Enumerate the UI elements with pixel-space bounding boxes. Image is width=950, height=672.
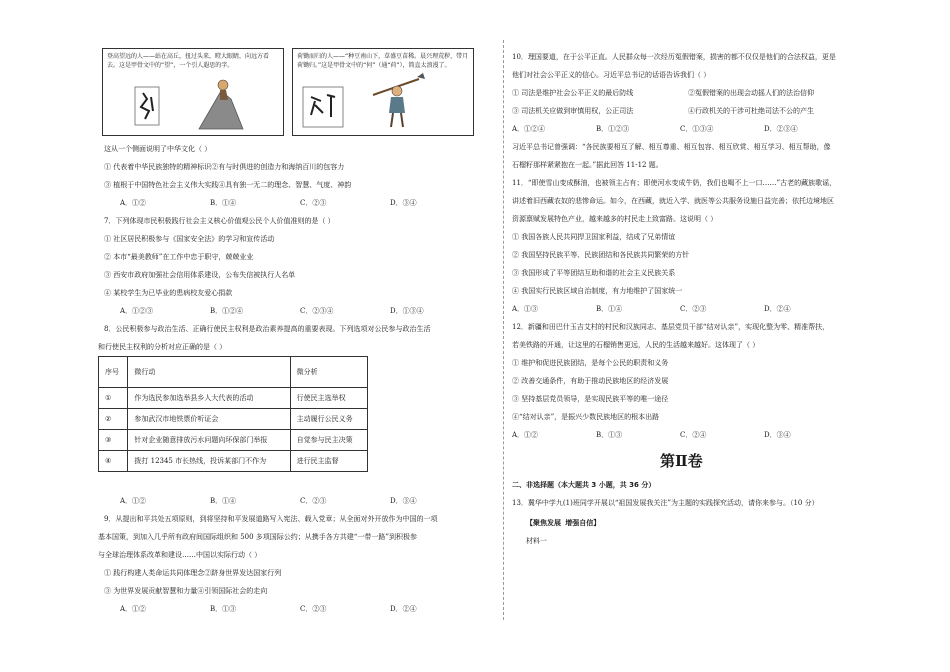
table-header-row [99, 357, 368, 388]
q7-option-line: ① 社区居民积极参与《国家安全法》的学习和宣传活动 [104, 235, 275, 243]
q12-option-line: ① 维护和促进民族团结，是每个公民的职责和义务 [512, 359, 669, 367]
comic-caption-wang: 登高望远的人——站在高丘，扭过头来，瞪大眼睛，向远方看去。这是甲骨文中的“望”，一个引人遐思的字。 [107, 53, 270, 69]
table-cell: 作为选民参加选举县乡人大代表的活动 [128, 388, 290, 409]
q7-option-line: ④ 某校学生为已毕业的患病校友爱心捐款 [104, 289, 233, 297]
q10-stem: 10．理国要道，在于公平正直。人民群众每一次经历冤假错案，损害的都不仅仅是他们的合法权益，更是 [512, 53, 836, 61]
column-divider [503, 40, 504, 620]
q9-choice-c[interactable]: C．②③ [300, 605, 327, 613]
left-column [98, 40, 496, 652]
q10-choice-a[interactable]: A．①②④ [512, 125, 546, 133]
q12-stem-cont: 若美铁路的开通，让这里的石榴销售更远，人民的生活越来越好。这体现了（ ） [512, 341, 760, 349]
q9-stem-cont: 基本国策，到加入几乎所有政府间国际组织和 500 多项国际公约；从携手各方共建“一带一路”到积极参 [98, 533, 417, 541]
q12-option-line: ③ 坚持基层党员领导，是实现民族平等的唯一途径 [512, 395, 669, 403]
q7-option-line: ③ 西安市政府加强社会信用体系建设，公布失信被执行人名单 [104, 271, 296, 279]
q13-bracket-heading: 【聚焦发展 增强自信】 [526, 519, 601, 527]
table-cell: ③ [99, 430, 128, 451]
q10-option: ① 司法是维护社会公平正义的最后防线 [512, 89, 634, 97]
q9-stem-cont: 与全球治理体系改革和建设……中国以实际行动（ ） [98, 551, 262, 559]
q9-choice-d[interactable]: D．②④ [390, 605, 417, 613]
q7-option-line: ② 本市“最美教师”在工作中忠于职守，兢兢业业 [104, 253, 254, 261]
q9-option-line: ① 践行构建人类命运共同体理念②跻身世界发达国家行列 [104, 569, 282, 577]
q12-choice-c[interactable]: C．②④ [680, 431, 707, 439]
q6-stem: 这从一个侧面说明了中华文化（ ） [104, 145, 212, 153]
q10-option: ④行政机关的干涉可杜绝司法不公的产生 [688, 107, 814, 115]
volume-two-title: 第Ⅱ卷 [660, 452, 703, 470]
q8-choice-b[interactable]: B．①④ [210, 497, 237, 505]
q11-choice-b[interactable]: B．①④ [596, 305, 623, 313]
table-cell: 自觉参与民主决策 [290, 430, 367, 451]
q7-choice-d[interactable]: D．①③④ [390, 307, 424, 315]
table-cell: 主动履行公民义务 [290, 409, 367, 430]
q8-stem-cont: 和行使民主权利的分析对应正确的是（ ） [98, 343, 227, 351]
q11-choice-a[interactable]: A．①③ [512, 305, 539, 313]
q10-choice-d[interactable]: D．②③④ [764, 125, 798, 133]
table-cell: 进行民主监督 [290, 451, 367, 472]
q10-option: ②冤假错案的出现会动摇人们的法治信仰 [688, 89, 814, 97]
intro-passage-cont: 石榴籽那样紧紧抱在一起。”据此回答 11-12 题。 [512, 161, 663, 169]
comic-caption-he: 荷锄而归的人——“种豆南山下，草盛豆苗稀。晨兴理荒秽，带月荷锄归。”这是甲骨文中的“何”（通“荷”），简直太浪漫了。 [297, 53, 469, 69]
table-header-cell: 序号 [99, 357, 128, 388]
table-cell: ④ [99, 451, 128, 472]
q9-choice-a[interactable]: A．①② [120, 605, 147, 613]
q9-option-line: ③ 为世界发展贡献智慧和力量④引领国际社会的走向 [104, 587, 268, 595]
q11-option-line: ④ 我国实行民族区域自治制度，有力地维护了国家统一 [512, 287, 683, 295]
q10-choice-b[interactable]: B．①②③ [596, 125, 630, 133]
q11-option-line: ③ 我国形成了平等团结互助和谐的社会主义民族关系 [512, 269, 676, 277]
q11-choice-c[interactable]: C．②③ [680, 305, 707, 313]
q13-stem: 13．冀华中学九(1)班同学开展以“祖国发展我关注”为主题的实践探究活动，请你来参与。（10 分） [512, 499, 819, 507]
q7-stem: 7．下列体现市民积极践行社会主义核心价值观公民个人价值准则的是（ ） [104, 217, 335, 225]
table-cell: 参加武汉市地铁票价听证会 [128, 409, 290, 430]
q12-option-line: ④“结对认亲”，是振兴少数民族地区的根本出路 [512, 413, 660, 421]
q12-choice-a[interactable]: A．①② [512, 431, 539, 439]
q8-choice-d[interactable]: D．③④ [390, 497, 417, 505]
q11-stem-cont: 资源禀赋发展特色产业，越来越多的村民走上致富路。这说明（ ） [512, 215, 718, 223]
q6-option-line: ① 代表着中华民族独特的精神标识②有与时俱进的创造力和海纳百川的包容力 [104, 163, 345, 171]
q12-option-line: ② 改善交通条件，有助于推动民族地区的经济发展 [512, 377, 669, 385]
wang-character-illustration [103, 49, 283, 135]
q12-stem: 12．新疆和田巴什玉吉艾村的村民和汉族同志、基层党员干部“结对认亲”，实现化整为零、精准帮扶， [512, 323, 830, 331]
q6-choice-c[interactable]: C．②③ [300, 199, 327, 207]
table-cell: ② [99, 409, 128, 430]
q10-option: ③ 司法机关应做到审慎用权，公正司法 [512, 107, 634, 115]
q8-action-table [98, 356, 368, 472]
table-cell: ① [99, 388, 128, 409]
q7-choice-a[interactable]: A．①②③ [120, 307, 154, 315]
q13-material-label: 材料一 [526, 537, 547, 545]
q12-choice-b[interactable]: B．①③ [596, 431, 623, 439]
q6-option-line: ③ 植根于中国特色社会主义伟大实践④具有独一无二的理念、智慧、气度、神韵 [104, 181, 352, 189]
q6-choice-a[interactable]: A．①② [120, 199, 147, 207]
q8-choice-a[interactable]: A．①② [120, 497, 147, 505]
table-cell: 针对企业随意排放污水问题向环保部门举报 [128, 430, 290, 451]
q10-choice-c[interactable]: C．①③④ [680, 125, 714, 133]
q11-option-line: ② 我国坚持民族平等、民族团结和各民族共同繁荣的方针 [512, 251, 690, 259]
q11-choice-d[interactable]: D．②④ [764, 305, 791, 313]
q7-choice-c[interactable]: C．②③④ [300, 307, 334, 315]
table-row [99, 430, 368, 451]
comic-panel-wang [102, 48, 284, 136]
table-cell: 行使民主选举权 [290, 388, 367, 409]
table-row [99, 451, 368, 472]
section-heading: 二、非选择题（本大题共 3 小题，共 36 分） [512, 481, 656, 489]
q8-choice-c[interactable]: C．②③ [300, 497, 327, 505]
table-row [99, 388, 368, 409]
q8-stem: 8．公民积极参与政治生活、正确行使民主权利是政治素养提高的重要表现。下列选项对公民参与政治生活 [104, 325, 431, 333]
q12-choice-d[interactable]: D．③④ [764, 431, 791, 439]
right-column [512, 40, 852, 652]
q10-stem-cont: 他们对社会公平正义的信心。习近平总书记的话语告诉我们（ ） [512, 71, 711, 79]
q9-stem: 9．从提出和平共处五项原则，到将坚持和平发展道路写入宪法、载入党章；从全面对外开放作为中国的一项 [104, 515, 438, 523]
q6-choice-d[interactable]: D．③④ [390, 199, 417, 207]
table-header-cell: 微分析 [290, 357, 367, 388]
table-header-cell: 微行动 [128, 357, 290, 388]
q11-stem-cont: 讲述着旧西藏农奴的悲惨命运。如今，在西藏，就近入学、就医等公共服务设施日益完善；依托边境地区 [512, 197, 834, 205]
q7-choice-b[interactable]: B．①②④ [210, 307, 244, 315]
he-character-illustration [293, 49, 473, 135]
intro-passage: 习近平总书记曾强调：“各民族要相互了解、相互尊重、相互包容、相互欣赏、相互学习、相互帮助，像 [512, 143, 831, 151]
q9-choice-b[interactable]: B．①③ [210, 605, 237, 613]
q6-choice-b[interactable]: B．①④ [210, 199, 237, 207]
q11-option-line: ① 我国各族人民共同捍卫国家利益，结成了兄弟情谊 [512, 233, 676, 241]
table-cell: 拨打 12345 市长热线，投诉某部门不作为 [128, 451, 290, 472]
table-row [99, 409, 368, 430]
q11-stem: 11．“即使雪山变成酥油，也被领主占有；即使河水变成牛奶，我们也喝不上一口……”古老的藏族歌谣， [512, 179, 837, 187]
comic-panel-he [292, 48, 474, 136]
